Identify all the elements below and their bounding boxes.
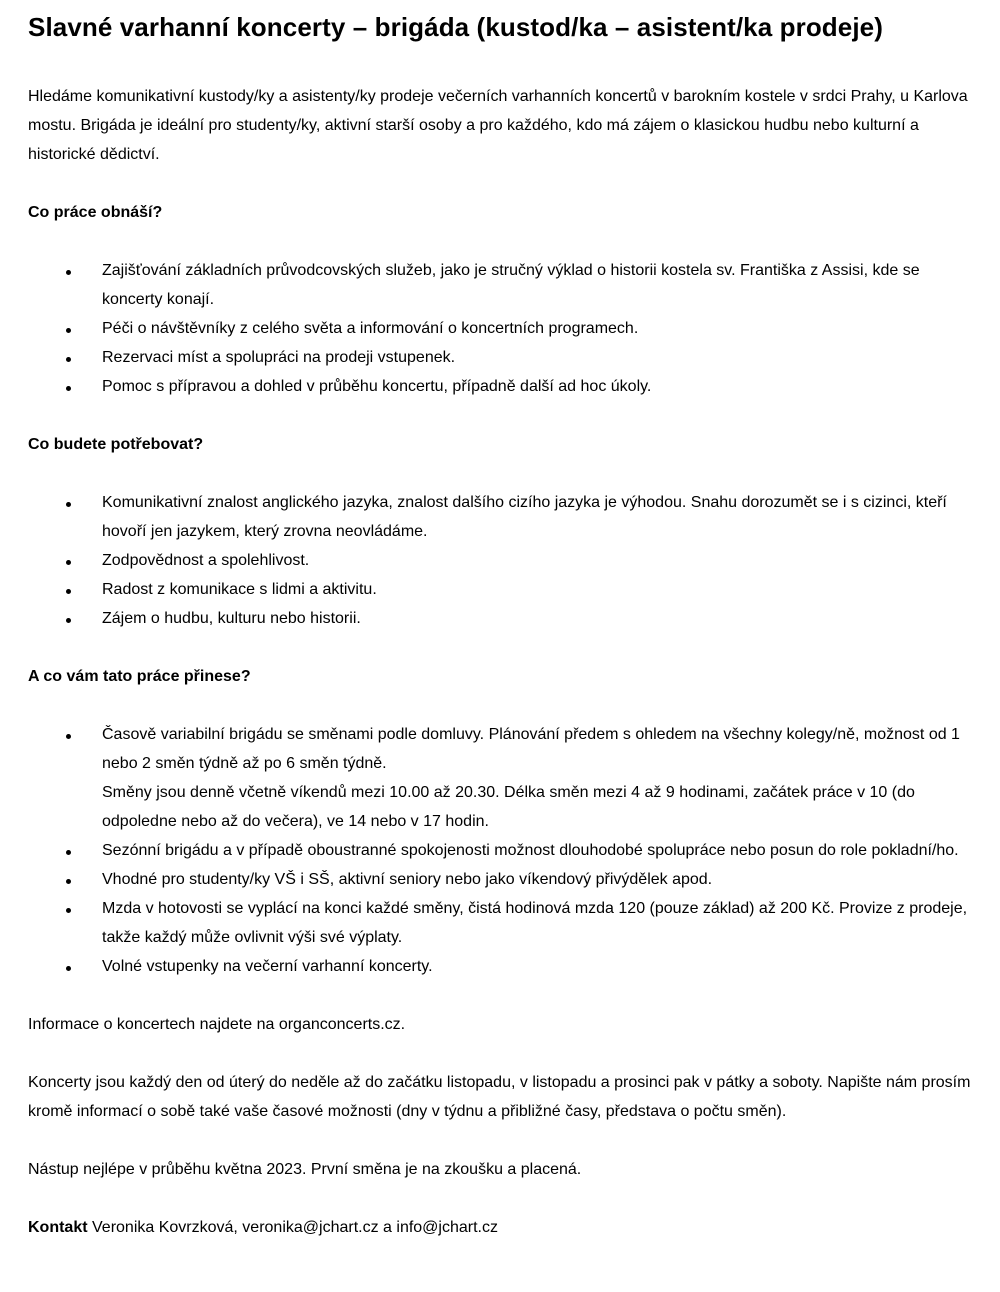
- section-heading-benefits: A co vám tato práce přinese?: [28, 668, 251, 685]
- info-paragraph: Informace o koncertech najdete na organconcerts.cz.: [28, 1016, 406, 1033]
- list-item: Péči o návštěvníky z celého světa a informování o koncertních programech.: [28, 314, 972, 343]
- contact-label: Kontakt: [28, 1219, 88, 1236]
- list-item: Vhodné pro studenty/ky VŠ i SŠ, aktivní seniory nebo jako víkendový přivýdělek apod.: [28, 865, 972, 894]
- bullet-icon: [66, 270, 71, 275]
- bullet-icon: [66, 589, 71, 594]
- list-item: Pomoc s přípravou a dohled v průběhu koncertu, případně další ad hoc úkoly.: [28, 372, 972, 401]
- duties-list: [28, 256, 972, 401]
- bullet-icon: [66, 966, 71, 971]
- contact-paragraph: [28, 1213, 972, 1242]
- start-paragraph: Nástup nejlépe v průběhu května 2023. První směna je na zkoušku a placená.: [28, 1161, 582, 1178]
- bullet-icon: [66, 502, 71, 507]
- list-item: Zájem o hudbu, kulturu nebo historii.: [28, 604, 972, 633]
- list-item: Zajišťování základních průvodcovských služeb, jako je stručný výklad o historii kostela sv. Františka z Assisi, kde se koncerty konají.: [28, 256, 972, 314]
- schedule-paragraph: Koncerty jsou každý den od úterý do neděle až do začátku listopadu, v listopadu a prosinci pak v pátky a soboty. Napište nám prosím kromě informací o sobě také vaše časové možnosti (dny v týdnu a přibližné časy, představa o počtu směn).: [28, 1074, 971, 1120]
- list-item: Sezónní brigádu a v případě oboustranné spokojenosti možnost dlouhodobé spolupráce nebo posun do role pokladní/ho.: [28, 836, 972, 865]
- section-heading-duties: Co práce obnáší?: [28, 204, 163, 221]
- bullet-icon: [66, 879, 71, 884]
- bullet-icon: [66, 386, 71, 391]
- list-item: Mzda v hotovosti se vyplácí na konci každé směny, čistá hodinová mzda 120 (pouze základ) až 200 Kč. Provize z prodeje, takže každý může ovlivnit výši své výplaty.: [28, 894, 972, 952]
- requirements-list: [28, 488, 972, 633]
- list-item: Časově variabilní brigádu se směnami podle domluvy. Plánování předem s ohledem na všechny kolegy/ně, možnost od 1 nebo 2 směn týdně až po 6 směn týdně. Směny jsou denně včetně víkendů mezi 10.00 až 20.30. Délka směn mezi 4 až 9 hodinami, začátek práce v 10 (do odpoledne nebo až do večera), ve 14 nebo v 17 hodin.: [28, 720, 972, 836]
- bullet-icon: [66, 328, 71, 333]
- section-heading-requirements: Co budete potřebovat?: [28, 436, 204, 453]
- page-title: Slavné varhanní koncerty – brigáda (kustod/ka – asistent/ka prodeje): [28, 12, 883, 42]
- list-item: Komunikativní znalost anglického jazyka, znalost dalšího cizího jazyka je výhodou. Snahu dorozumět se i s cizinci, kteří hovoří jen jazykem, který zrovna neovládáme.: [28, 488, 972, 546]
- bullet-icon: [66, 734, 71, 739]
- bullet-icon: [66, 618, 71, 623]
- bullet-icon: [66, 357, 71, 362]
- list-item: Rezervaci míst a spolupráci na prodeji vstupenek.: [28, 343, 972, 372]
- list-item: Volné vstupenky na večerní varhanní koncerty.: [28, 952, 972, 981]
- list-item: Zodpovědnost a spolehlivost.: [28, 546, 972, 575]
- contact-text: Veronika Kovrzková, veronika@jchart.cz a info@jchart.cz: [87, 1219, 498, 1236]
- bullet-icon: [66, 908, 71, 913]
- list-item: Radost z komunikace s lidmi a aktivitu.: [28, 575, 972, 604]
- benefits-list: [28, 720, 972, 981]
- bullet-icon: [66, 850, 71, 855]
- bullet-icon: [66, 560, 71, 565]
- intro-paragraph: Hledáme komunikativní kustody/ky a asistenty/ky prodeje večerních varhanních koncertů v barokním kostele v srdci Prahy, u Karlova mostu. Brigáda je ideální pro studenty/ky, aktivní starší osoby a pro každého, kdo má zájem o klasickou hudbu nebo kulturní a historické dědictví.: [28, 88, 968, 163]
